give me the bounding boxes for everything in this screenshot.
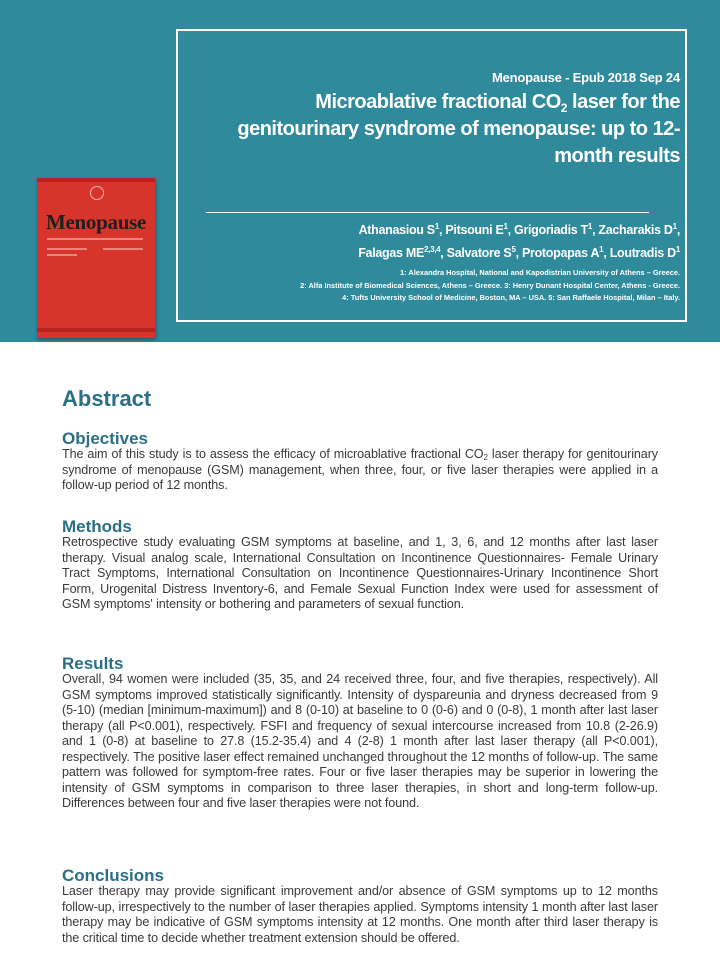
journal-cover-image: [37, 178, 155, 338]
objectives-text-part: The aim of this study is to assess the efficacy of microablative fractional CO: [62, 447, 484, 461]
affiliation-line: 1: Alexandra Hospital, National and Kapodistrian University of Athens – Greece.: [400, 268, 680, 277]
author-separator: ,: [440, 246, 447, 260]
methods-text: Retrospective study evaluating GSM symptoms at baseline, and 1, 3, 6, and 12 months after last laser therapy. Visual analog scale, International Consultation on Incontinence Questionnaires- Female Urinary Tract Symptoms, International Consultation on Incontinence Questionnaires-Urinary Incontinence Short Form, Urogenital Distress Inventory-6, and Female Sexual Function Index were used for assessment of GSM symptoms' intensity or bothering and parameters of sexual function.: [62, 535, 658, 611]
cover-info-line: [47, 254, 77, 256]
cover-info-line: [47, 248, 87, 250]
cover-logo-icon: [90, 186, 104, 200]
header-banner: [0, 0, 720, 342]
affiliation-line: 4: Tufts University School of Medicine, Boston, MA – USA. 5: San Raffaele Hospital, Milan – Italy.: [342, 293, 680, 302]
conclusions-heading: Conclusions: [62, 866, 165, 885]
article-title-text: laser for the genitourinary syndrome of menopause: up to 12-month results: [237, 91, 680, 167]
objectives-section: [62, 430, 658, 494]
author-name: Protopapas A: [521, 246, 600, 260]
cover-subtitle-line: [47, 238, 143, 240]
results-text: Overall, 94 women were included (35, 35, and 24 received three, four, and five therapies, respectively). All GSM symptoms improved statistically significantly. Intensity of dyspareunia and dryness decreased from 9 (5-10) (median [minimum-maximum]) and 8 (0-10) at baseline to 0 (0-6) and 0 (0-8), 1 month after last laser therapy (all P<0.001), respectively. FSFI and frequency of sexual intercourse increased from 10.8 (2-26.9) and 1 (0-8) at baseline to 27.8 (15.2-35.4) and 4 (2-8) 1 month after last laser therapy (all P<0.001), respectively. The positive laser effect remained unchanged throughout the 12 months of follow-up. The same pattern was followed for symptom-free rates. Four or five laser therapies may be superior in lowering the intensity of GSM symptoms in comparison to three laser therapies, in short and long-term follow-up. Differences between four and five laser therapies were not found.: [62, 672, 658, 810]
author-name: Grigoriadis T: [514, 223, 588, 237]
author-name: Pitsouni E: [445, 223, 504, 237]
results-heading: Results: [62, 654, 124, 673]
methods-section: [62, 518, 658, 613]
title-divider: [206, 212, 649, 213]
article-title-subscript: 2: [560, 101, 567, 115]
conclusions-text: Laser therapy may provide significant improvement and/or absence of GSM symptoms up to 12 months follow-up, irrespectively to the number of laser therapies applied. Symptoms intensity 1 month after last laser therapy may be indicative of GSM symptoms intensity at 12 months. One month after third laser therapy is the critical time to decide whether treatment extension should be offered.: [62, 884, 658, 945]
affiliation-line: 2: Alfa Institute of Biomedical Sciences, Athens – Greece. 3: Henry Dunant Hospital Center, Athens - Greece.: [300, 280, 680, 290]
author-affiliation-number: 1: [675, 245, 680, 254]
author-separator: ,: [592, 223, 599, 237]
objectives-text-subscript: 2: [483, 453, 488, 462]
author-affiliation-number: 2,3,4: [424, 245, 441, 254]
author-list: [210, 219, 680, 265]
author-separator: ,: [603, 246, 610, 260]
author-name: Zacharakis D: [598, 223, 673, 237]
author-affiliation-number: 1: [672, 222, 677, 231]
cover-title: Menopause: [46, 210, 146, 234]
affiliations: [210, 267, 680, 305]
objectives-text: [62, 447, 658, 494]
author-affiliation-number: 1: [587, 222, 593, 231]
citation: Menopause - Epub 2018 Sep 24: [491, 70, 680, 85]
author-affiliation-number: 1: [503, 222, 508, 231]
author-separator: ,: [676, 223, 680, 237]
author-affiliation-number: 1: [434, 222, 440, 231]
article-title: [220, 89, 680, 170]
cover-top-stripe: [37, 178, 155, 182]
author-name: Athanasiou S: [358, 223, 435, 237]
objectives-text-part: laser therapy for genitourinary syndrome of menopause (GSM) management, when three, four, or five laser therapies were applied in a follow-up period of 12 months.: [62, 447, 658, 492]
author-separator: ,: [507, 223, 515, 237]
results-section: [62, 655, 658, 812]
author-affiliation-number: 1: [599, 245, 604, 254]
conclusions-section: [62, 867, 658, 946]
author-name: Falagas ME: [358, 246, 424, 260]
methods-heading: Methods: [62, 517, 132, 536]
author-separator: ,: [439, 223, 446, 237]
author-separator: ,: [515, 246, 522, 260]
author-name: Loutradis D: [609, 246, 676, 260]
objectives-heading: Objectives: [62, 429, 148, 448]
article-title-text: Microablative fractional CO: [315, 91, 561, 113]
abstract-heading: Abstract: [62, 386, 152, 411]
author-name: Salvatore S: [446, 246, 512, 260]
cover-bottom-stripe: [37, 328, 155, 332]
cover-info-line: [103, 248, 143, 250]
author-affiliation-number: 5: [511, 245, 516, 254]
